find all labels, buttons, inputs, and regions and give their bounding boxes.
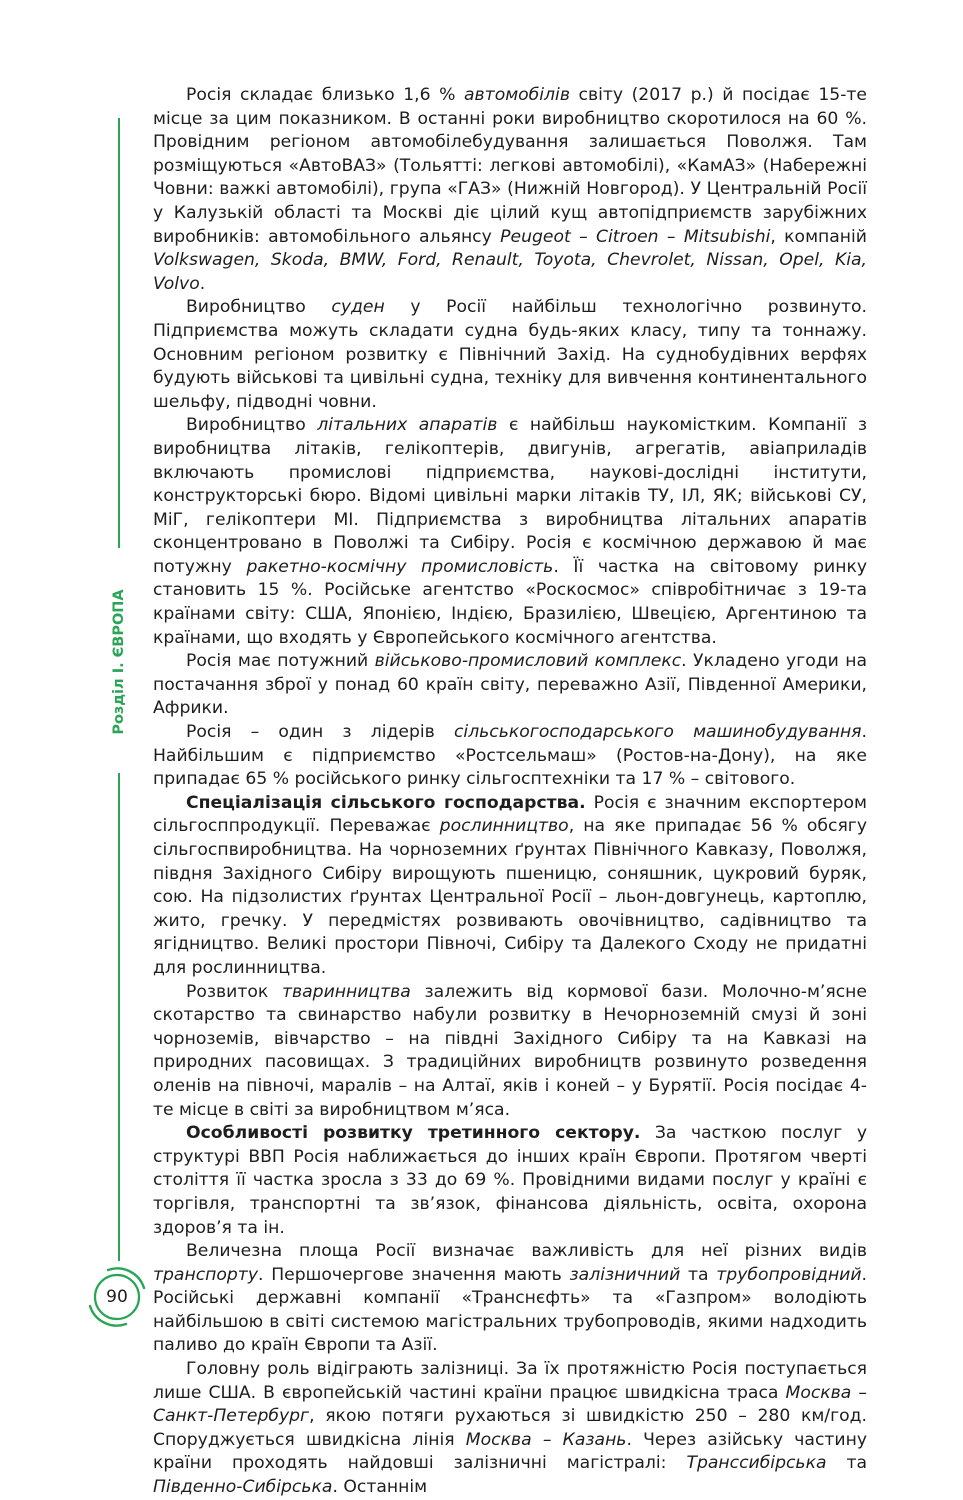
paragraph-agriculture: Спеціалізація сільського господарства. Росія є значним експортером сільгосппродукції. Переважає рослинництво, на яке припадає 56 % обсягу сільгоспвиробництва. На чорноземних ґрунтах Північного Кавказу, Поволжя, півдня Західного Сибіру вирощують пшеницю, соняшник, цукровий буряк, сою. На підзолистих ґрунтах Центральної Росії – льон-довгунець, картоплю, жито, гречку. У передмістях розвивають овочівництво, садівництво та ягідництво. Великі простори Півночі, Сибіру та Далекого Сходу не придатні для рослинництва. [153, 792, 867, 978]
paragraph-military: Росія має потужний військово-промисловий комплекс. Укладено угоди на постачання зброї у понад 60 країн світу, переважно Азії, Південної Америки, Африки. [153, 651, 867, 719]
page-number-badge [82, 1262, 152, 1332]
section-label [102, 589, 136, 735]
sidebar-rule-bottom [118, 773, 120, 1261]
sidebar-rule-top [118, 118, 120, 548]
heading-tertiary: Особливості розвитку третинного сектору. [186, 1123, 641, 1144]
paragraph-tertiary: Особливості розвитку третинного сектору. За часткою послуг у структурі ВВП Росія наближається до інших країн Європи. Протягом чверті століття її частка зросла з 33 до 69 %. Провідними видами послуг у країні є торгівля, транспортні та зв’язок, фінансова діяльність, освіта, охорона здоров’я та ін. [153, 1123, 867, 1238]
paragraph-transport: Величезна площа Росії визначає важливість для неї різних видів транспорту. Першочергове значення мають залізничний та трубопровідний. Російські державні компанії «Транснєфть» та «Газпром» володіють найбільшою в світі системою магістральних трубопроводів, якими надходить паливо до країн Європи та Азії. [153, 1241, 867, 1356]
paragraph-railways: Головну роль відіграють залізниці. За їх протяжністю Росія поступається лише США. В європейській частині країни працює швидкісна траса Москва – Санкт-Петербург, якою потяги рухаються зі швидкістю 250 – 280 км/год. Споруджується швидкісна лінія Москва – Казань. Через азійську частину країни проходять найдовші залізничні магістралі: Транссибірська та Південно-Сибірська. Останнім [153, 1359, 868, 1498]
page-number: 90 [106, 1287, 128, 1307]
paragraph-shipbuilding: Виробництво суден у Росії найбільш технологічно розвинуто. Підприємства можуть складати судна будь-яких класу, типу та тоннажу. Основним регіоном розвитку є Північний Захід. На суднобудівних верфях будують військові та цивільні судна, техніку для вивчення континентального шельфу, підводні човни. [153, 297, 867, 412]
heading-agriculture: Спеціалізація сільського господарства. [186, 792, 586, 813]
paragraph-aircraft: Виробництво літальних апаратів є найбільш наукомістким. Компанії з виробництва літаків, гелікоптерів, двигунів, агрегатів, авіаприладів включають промислові підприємства, наукові-дослідні інститути, конструкторські бюро. Відомі цивільні марки літаків ТУ, ІЛ, ЯК; військові СУ, МіГ, гелікоптери МІ. Підприємства з виробництва літальних апаратів сконцентровано в Поволжі та Сибіру. Росія є космічною державою й має потужну ракетно-космічну промисловість. Її частка на світовому ринку становить 15 %. Російське агентство «Роскосмос» співробітничає з 19-та країнами світу: США, Японією, Індією, Бразилією, Швецією, Аргентиною та країнами, що входять у Європейського космічного агентства. [153, 415, 868, 648]
paragraph-automobiles: Росія складає близько 1,6 % автомобілів світу (2017 р.) й посідає 15-те місце за цим показником. В останні роки виробництво скоротилося на 60 %. Провідним регіоном автомобілебудування залишається Поволжя. Там розміщуються «АвтоВАЗ» (Тольятті: легкові автомобілі), «КамАЗ» (Набережні Човни: важкі автомобілі), група «ГАЗ» (Нижній Новгород). У Центральній Росії у Калузькій області та Москві діє цілий кущ автопідприємств зарубіжних виробників: автомобільного альянсу Peugeot – Citroen – Mitsubishi, компаній Volkswagen, Skoda, BMW, Ford, Renault, Toyota, Chevrolet, Nissan, Opel, Kia, Volvo. [153, 85, 868, 294]
body-text [153, 84, 867, 1500]
paragraph-agri-machinery: Росія – один з лідерів сільськогосподарського машинобудування. Найбільшим є підприємство «Ростсельмаш» (Ростов-на-Дону), на яке припадає 65 % російського ринку сільгосптехніки та 17 % – світового. [153, 722, 867, 790]
paragraph-livestock: Розвиток тваринництва залежить від кормової бази. Молочно-м’ясне скотарство та свинарство набули розвитку в Нечорноземній смузі й зоні чорноземів, вівчарство – на півдні Західного Сибіру та на Кавказі на природних пасовищах. З традиційних виробництв розвинуто розведення оленів на півночі, маралів – на Алтаї, яків і коней – у Бурятії. Росія посідає 4-те місце в світі за виробництвом м’яса. [153, 981, 867, 1120]
section-label-text: Розділ І. ЄВРОПА [111, 589, 127, 735]
